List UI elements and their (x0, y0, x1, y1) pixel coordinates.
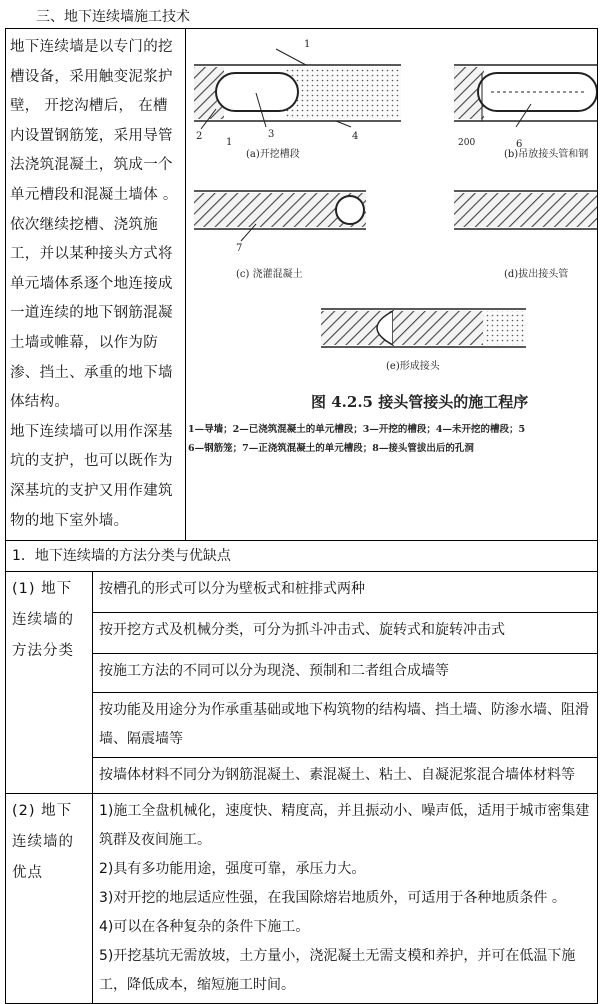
figure-caption: 图 4.2.5 接头管接头的施工程序 (311, 393, 529, 411)
label-200: 200 (458, 138, 476, 148)
figure-legend-2: 6—钢筋笼；7—正浇筑混凝土的单元槽段；8—接头管拔出后的孔洞 (188, 443, 474, 454)
classification-item: 按墙体材料不同分为钢筋混凝土、素混凝土、粘土、自凝泥浆混合墙体材料等 (93, 758, 598, 794)
figure-cell (186, 29, 598, 541)
label-1b: 1 (226, 137, 233, 148)
advantage-item: 4)可以在各种复杂的条件下施工。 (99, 919, 310, 936)
classification-item: 按功能及用途分为作承重基础或地下构筑物的结构墙、挡土墙、防渗水墙、阻滑墙、隔震墙等 (93, 693, 598, 758)
label-3: 3 (268, 129, 275, 140)
panel-a-diagram (194, 49, 401, 129)
classification-item: 按槽孔的形式可以分为壁板式和桩排式两种 (93, 572, 598, 613)
label-1: 1 (304, 39, 311, 50)
caption-panel-c: (c) 浇灌混凝土 (236, 269, 303, 280)
advantages-label: (2) 地下连续墙的优点 (6, 794, 93, 1004)
advantage-item: 5)开挖基坑无需放坡，土方量小，浇泥凝土无需支模和养护，并可在低温下施工，降低成本，缩短施工时间。 (99, 948, 576, 994)
classification-item: 按开挖方式及机械分类，可分为抓斗冲击式、旋转式和旋转冲击式 (93, 613, 598, 654)
panel-c-diagram (194, 191, 366, 241)
label-7: 7 (236, 243, 243, 254)
caption-panel-a: (a)开挖槽段 (246, 149, 300, 160)
intro-paragraph-2: 地下连续墙可以用作深基坑的支护，也可以既作为深基坑的支护又用作建筑物的地下室外墙。 (10, 423, 173, 529)
label-4: 4 (352, 131, 359, 142)
content-table (5, 28, 598, 1004)
caption-panel-b: (b)吊放接头管和钢 (504, 149, 589, 160)
advantages-list (93, 794, 598, 1004)
advantage-item: 3)对开挖的地层适应性强，在我国除熔岩地质外，可适用于各种地质条件 。 (99, 890, 566, 907)
joint-pipe-figure (186, 29, 597, 483)
advantage-item: 1)施工全盘机械化，速度快、精度高，并且振动小、噪声低，适用于城市密集建筑群及夜间施工。 (99, 803, 590, 849)
classification-item: 按施工方法的不同可以分为现浇、预制和二者组合成墙等 (93, 654, 598, 693)
panel-e-diagram (321, 309, 526, 347)
figure-legend-1: 1—导墙；2—已浇筑混凝土的单元槽段；3—开挖的槽段；4—未开挖的槽段；5 (188, 424, 526, 435)
classification-label: (1) 地下连续墙的方法分类 (6, 572, 93, 794)
caption-panel-d: (d)拔出接头管 (504, 269, 569, 280)
label-6: 6 (516, 139, 523, 150)
section-heading: 三、地下连续墙施工技术 (36, 9, 190, 25)
section-1-heading: 1．地下连续墙的方法分类与优缺点 (6, 541, 598, 572)
panel-d-diagram (454, 191, 597, 229)
label-2: 2 (196, 131, 203, 142)
caption-panel-e: (e)形成接头 (386, 361, 440, 372)
panel-b-diagram (454, 65, 597, 127)
advantage-item: 2)具有多功能用途，强度可靠，承压力大。 (99, 861, 366, 878)
intro-cell (6, 29, 186, 541)
intro-paragraph-1: 地下连续墙是以专门的挖槽设备，采用触变泥浆护壁， 开挖沟槽后， 在槽内设置钢筋笼，采用导管法浇筑混凝土，筑成一个单元槽段和混凝土墙体 。依次继续挖槽、浇筑施工，并以某种接头方式将单元墙体系逐个地连接成一道连续的地下钢筋混凝土墙或帷幕，以作为防渗、挡土、承重的地下墙体结构。 (10, 39, 178, 411)
